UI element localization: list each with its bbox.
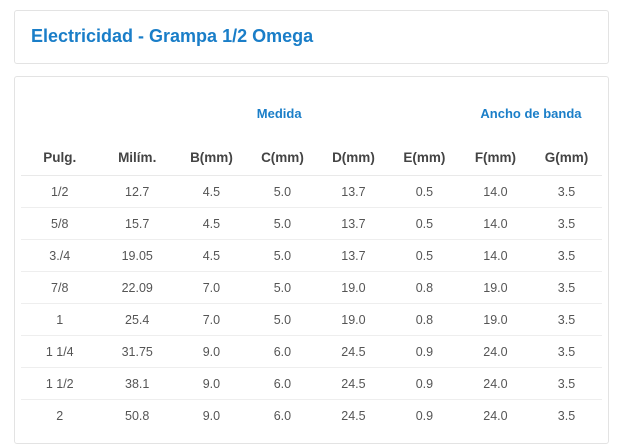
column-header-d: D(mm) — [332, 149, 375, 165]
cell-d: 24.5 — [341, 344, 366, 359]
page-container — [0, 10, 623, 425]
column-header-c: C(mm) — [261, 149, 304, 165]
column-header-b: B(mm) — [190, 149, 233, 165]
column-header-milim: Milím. — [118, 149, 157, 165]
cell-c: 5.0 — [273, 312, 292, 327]
column-header-g: G(mm) — [544, 149, 589, 165]
cell-milim: 38.1 — [125, 376, 150, 391]
cell-milim: 15.7 — [125, 216, 150, 231]
cell-pulg: 1/2 — [51, 184, 69, 199]
cell-c: 5.0 — [273, 248, 292, 263]
cell-f: 24.0 — [483, 376, 508, 391]
cell-e: 0.9 — [415, 344, 434, 359]
cell-d: 24.5 — [341, 376, 366, 391]
cell-g: 3.5 — [557, 408, 576, 423]
title-panel — [14, 10, 609, 64]
cell-d: 13.7 — [341, 184, 366, 199]
cell-e: 0.5 — [415, 184, 434, 199]
cell-e: 0.9 — [415, 408, 434, 423]
group-header-ancho-de-banda: Ancho de banda — [480, 105, 582, 121]
group-header-medida: Medida — [256, 105, 302, 121]
cell-g: 3.5 — [557, 344, 576, 359]
column-header-f: F(mm) — [474, 149, 517, 165]
cell-f: 24.0 — [483, 344, 508, 359]
group-header-blank — [21, 87, 98, 139]
spec-table-head — [21, 87, 602, 176]
cell-b: 7.0 — [202, 280, 221, 295]
cell-f: 19.0 — [483, 312, 508, 327]
cell-pulg: 1 1/4 — [45, 344, 74, 359]
cell-g: 3.5 — [557, 216, 576, 231]
cell-milim: 31.75 — [121, 344, 153, 359]
table-row — [21, 208, 602, 240]
cell-g: 3.5 — [557, 280, 576, 295]
cell-b: 4.5 — [202, 184, 221, 199]
cell-c: 6.0 — [273, 376, 292, 391]
column-header-pulg: Pulg. — [43, 149, 77, 165]
table-row — [21, 400, 602, 432]
cell-b: 7.0 — [202, 312, 221, 327]
cell-e: 0.5 — [415, 248, 434, 263]
cell-c: 5.0 — [273, 216, 292, 231]
cell-pulg: 2 — [56, 408, 64, 423]
cell-milim: 22.09 — [121, 280, 153, 295]
cell-pulg: 5/8 — [51, 216, 69, 231]
table-row — [21, 240, 602, 272]
cell-c: 5.0 — [273, 184, 292, 199]
table-row — [21, 368, 602, 400]
cell-f: 14.0 — [483, 248, 508, 263]
spec-table-panel — [14, 76, 609, 444]
table-row — [21, 336, 602, 368]
spec-table — [21, 87, 602, 431]
cell-d: 19.0 — [341, 312, 366, 327]
cell-g: 3.5 — [557, 184, 576, 199]
cell-c: 5.0 — [273, 280, 292, 295]
cell-milim: 50.8 — [125, 408, 150, 423]
cell-f: 24.0 — [483, 408, 508, 423]
cell-c: 6.0 — [273, 344, 292, 359]
spec-table-body — [21, 176, 602, 432]
table-row — [21, 304, 602, 336]
cell-pulg: 3./4 — [49, 248, 71, 263]
cell-b: 9.0 — [202, 408, 221, 423]
cell-f: 14.0 — [483, 216, 508, 231]
cell-e: 0.8 — [415, 280, 434, 295]
cell-pulg: 1 — [56, 312, 64, 327]
cell-b: 4.5 — [202, 248, 221, 263]
cell-f: 14.0 — [483, 184, 508, 199]
cell-d: 13.7 — [341, 248, 366, 263]
page-title: Electricidad - Grampa 1/2 Omega — [31, 26, 314, 46]
cell-c: 6.0 — [273, 408, 292, 423]
column-header-e: E(mm) — [403, 149, 446, 165]
cell-d: 19.0 — [341, 280, 366, 295]
cell-g: 3.5 — [557, 312, 576, 327]
cell-f: 19.0 — [483, 280, 508, 295]
group-header-row — [21, 87, 602, 139]
cell-e: 0.5 — [415, 216, 434, 231]
cell-pulg: 1 1/2 — [45, 376, 74, 391]
cell-d: 13.7 — [341, 216, 366, 231]
cell-b: 9.0 — [202, 344, 221, 359]
cell-d: 24.5 — [341, 408, 366, 423]
cell-e: 0.8 — [415, 312, 434, 327]
cell-milim: 19.05 — [121, 248, 153, 263]
cell-b: 4.5 — [202, 216, 221, 231]
table-row — [21, 176, 602, 208]
cell-g: 3.5 — [557, 376, 576, 391]
column-header-row — [21, 139, 602, 176]
cell-milim: 12.7 — [125, 184, 150, 199]
cell-g: 3.5 — [557, 248, 576, 263]
table-row — [21, 272, 602, 304]
cell-milim: 25.4 — [125, 312, 150, 327]
cell-pulg: 7/8 — [51, 280, 69, 295]
cell-e: 0.9 — [415, 376, 434, 391]
cell-b: 9.0 — [202, 376, 221, 391]
